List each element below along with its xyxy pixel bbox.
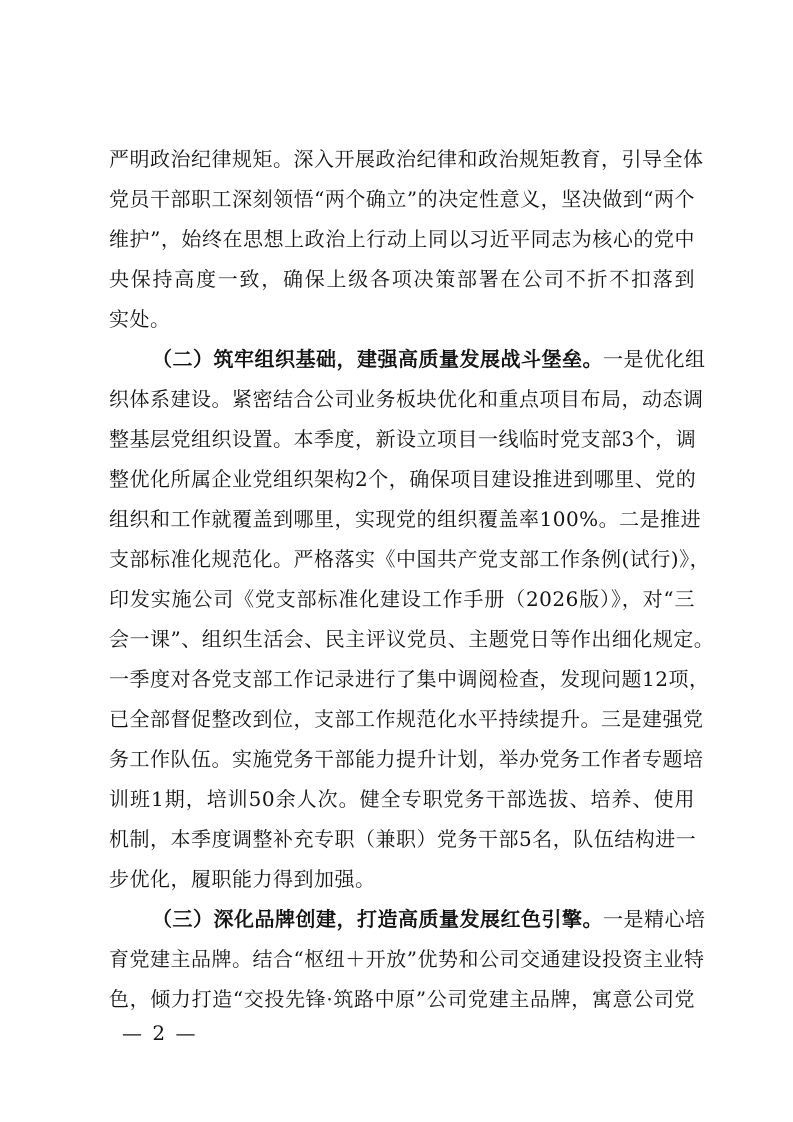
body-line: 支部标准化规范化。严格落实《中国共产党支部工作条例(试行)》， <box>109 547 711 571</box>
body-line: 维护”，始终在思想上政治上行动上同以习近平同志为核心的党中 <box>109 227 695 251</box>
section-2-heading: （二）筑牢组织基础，建强高质量发展战斗堡垒。 <box>152 347 603 371</box>
section-3-heading: （三）深化品牌创建，打造高质量发展红色引擎。 <box>152 907 603 931</box>
body-line: 党员干部职工深刻领悟“两个确立”的决定性意义，坚决做到“两个 <box>109 187 695 211</box>
body-line: 色，倾力打造“交投先锋·筑路中原”公司党建主品牌，寓意公司党 <box>109 987 695 1011</box>
section-3-first-line <box>152 901 706 937</box>
body-line: 央保持高度一致，确保上级各项决策部署在公司不折不扣落到 <box>109 267 695 291</box>
body-line: 印发实施公司《党支部标准化建设工作手册（2026版）》，对“三 <box>109 587 695 611</box>
body-line: 严明政治纪律规矩。深入开展政治纪律和政治规矩教育，引导全体 <box>109 147 704 171</box>
section-2-lead: 一是优化组 <box>603 347 706 371</box>
body-line: 织体系建设。紧密结合公司业务板块优化和重点项目布局，动态调 <box>109 387 704 411</box>
body-line: 机制，本季度调整补充专职（兼职）党务干部5名，队伍结构进一 <box>109 827 697 851</box>
body-line: 整优化所属企业党组织架构2个，确保项目建设推进到哪里、党的 <box>109 467 697 491</box>
body-line: 训班1期，培训50余人次。健全专职党务干部选拔、培养、使用 <box>109 787 695 811</box>
body-line: 务工作队伍。实施党务干部能力提升计划，举办党务工作者专题培 <box>109 747 704 771</box>
section-3-lead: 一是精心培 <box>603 907 706 931</box>
body-line: 一季度对各党支部工作记录进行了集中调阅检查，发现问题12项， <box>109 667 710 691</box>
section-2-first-line <box>152 341 706 377</box>
body-line: 实处。 <box>109 307 171 331</box>
body-line: 会一课”、组织生活会、民主评议党员、主题党日等作出细化规定。 <box>109 627 715 651</box>
page-number: — 2 — <box>122 1021 198 1045</box>
body-line: 组织和工作就覆盖到哪里，实现党的组织覆盖率100%。二是推进 <box>109 507 702 531</box>
body-line: 步优化，履职能力得到加强。 <box>109 867 376 891</box>
body-line: 育党建主品牌。结合“枢纽＋开放”优势和公司交通建设投资主业特 <box>109 947 705 971</box>
body-line: 已全部督促整改到位，支部工作规范化水平持续提升。三是建强党 <box>109 707 704 731</box>
body-line: 整基层党组织设置。本季度，新设立项目一线临时党支部3个，调 <box>109 427 697 451</box>
